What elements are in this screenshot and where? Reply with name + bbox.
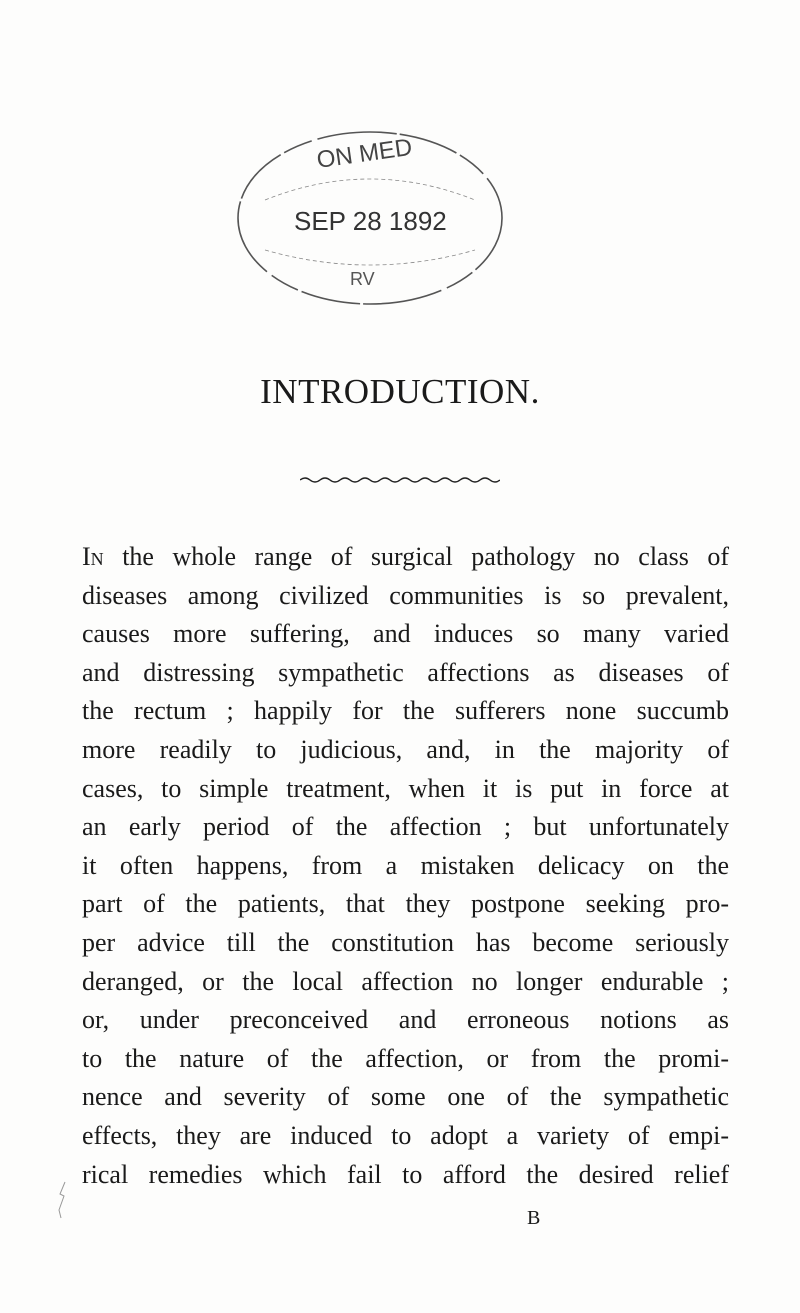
text-line-4: and distressing sympathetic affections as diseases of [82, 657, 729, 687]
text-line-10: part of the patients, that they postpone seeking pro- [82, 889, 729, 919]
text-line-2: diseases among civilized communities is so prevalent, [82, 580, 729, 610]
chapter-heading: INTRODUCTION. [260, 372, 540, 411]
text-line-6: more readily to judicious, and, in the majority of [82, 734, 729, 764]
text-line-8: an early period of the affection ; but unfortunately [82, 812, 729, 842]
library-stamp-seal [220, 120, 520, 320]
paragraph-lead: In [82, 542, 104, 571]
text-line-12: deranged, or the local affection no longer endurable ; [82, 966, 729, 996]
stamp-top-text: ON MED [315, 133, 414, 174]
text-line-15: nence and severity of some one of the sympathetic [82, 1082, 729, 1112]
library-stamp [220, 120, 520, 320]
text-line-7: cases, to simple treatment, when it is put in force at [82, 773, 729, 803]
decorative-rule [300, 475, 500, 485]
stamp-date: SEP 28 1892 [294, 206, 447, 236]
stamp-bottom-text: RV [350, 269, 375, 289]
text-line-5: the rectum ; happily for the sufferers none succumb [82, 696, 729, 726]
text-line-17: rical remedies which fail to afford the desired relief [82, 1159, 729, 1189]
text-line-1 [82, 538, 729, 577]
text-line-1-rest: the whole range of surgical pathology no class of [122, 542, 729, 571]
text-line-11: per advice till the constitution has become seriously [82, 927, 729, 957]
margin-pencil-mark [55, 1180, 69, 1220]
signature-letter: B [527, 1207, 541, 1229]
text-line-13: or, under preconceived and erroneous notions as [82, 1005, 729, 1035]
text-line-14: to the nature of the affection, or from the promi- [82, 1043, 729, 1073]
text-line-9: it often happens, from a mistaken delicacy on the [82, 850, 729, 880]
text-line-16: effects, they are induced to adopt a variety of empi- [82, 1120, 729, 1150]
text-line-3: causes more suffering, and induces so many varied [82, 619, 729, 649]
introduction-paragraph [82, 538, 729, 1194]
